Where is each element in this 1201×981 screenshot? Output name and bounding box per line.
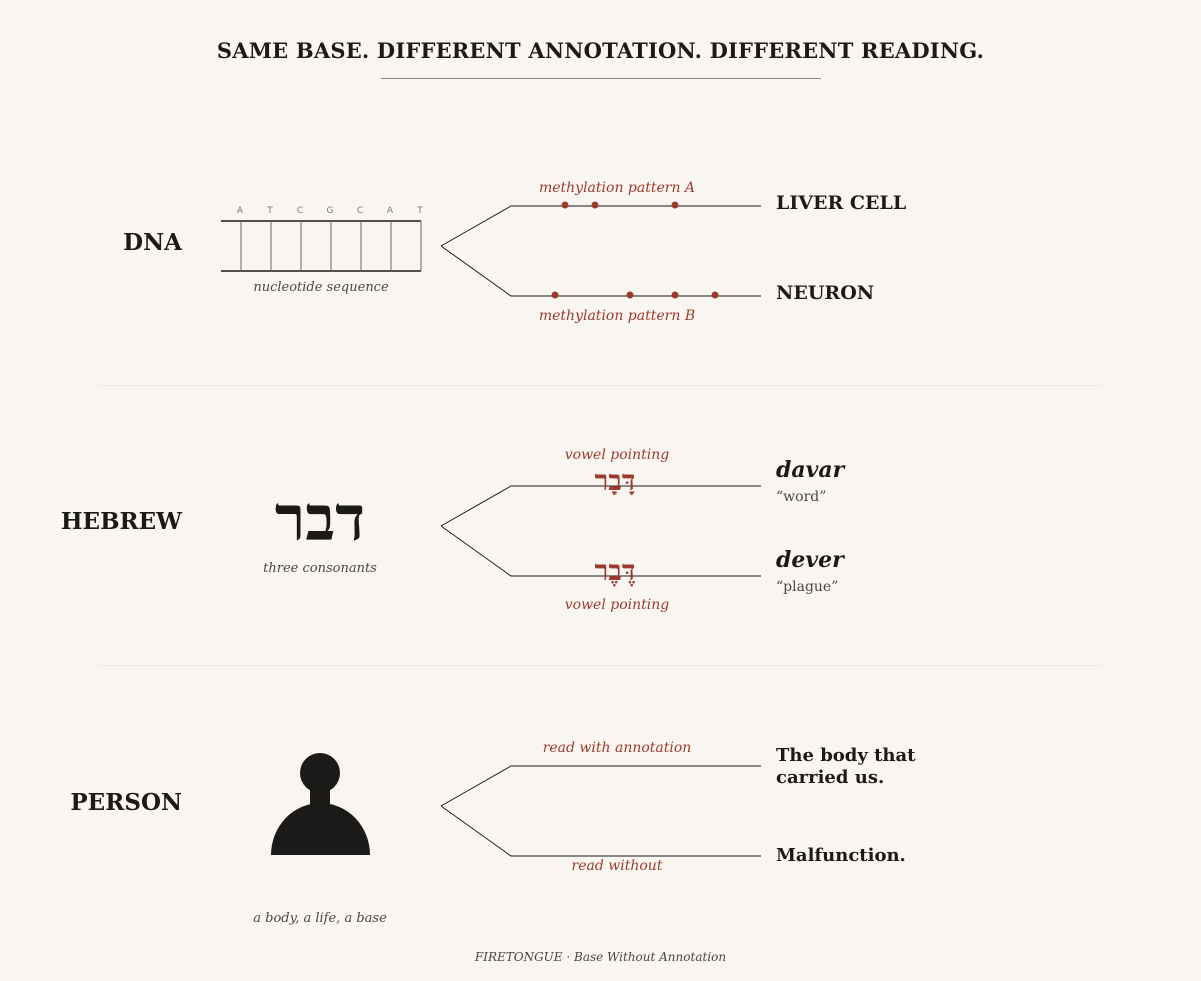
dna-bottom-result: NEURON [776, 282, 875, 304]
methylation-mark [712, 292, 719, 299]
dna-base-letter: C [296, 206, 304, 216]
person-branches [441, 766, 761, 856]
hebrew-bottom-annotation: vowel pointing [564, 597, 670, 613]
dna-base-letter: A [236, 206, 244, 216]
dna-base-letter: C [356, 206, 364, 216]
methylation-mark [672, 202, 679, 209]
hebrew-top-gloss: “word” [776, 489, 827, 505]
dna-label: DNA [123, 229, 182, 256]
hebrew-label: HEBREW [60, 508, 182, 535]
person-neck [310, 786, 330, 806]
hebrew-bottom-pointed: דֶּבֶר [594, 554, 636, 587]
hebrew-top-pointed: דָּבָר [594, 464, 636, 497]
dna-base-letter: T [417, 206, 423, 216]
dna-branches [441, 206, 761, 296]
person-top-annotation: read with annotation [542, 740, 692, 756]
page-title: SAME BASE. DIFFERENT ANNOTATION. DIFFERENT READING. [216, 38, 985, 63]
person-top-result-line2: carried us. [776, 767, 885, 788]
person-figure [271, 753, 370, 855]
hebrew-caption: three consonants [263, 561, 377, 576]
hebrew-top-annotation: vowel pointing [564, 447, 670, 463]
hebrew-top-result: davar [776, 457, 845, 483]
person-body [271, 803, 370, 855]
footer-credit: FIRETONGUE · Base Without Annotation [474, 950, 727, 964]
person-branch-top [441, 766, 761, 806]
person-bottom-annotation: read without [571, 858, 663, 874]
person-top-result-line1: The body that [776, 745, 916, 766]
dna-base-letter: G [326, 206, 334, 216]
dna-base-letter: A [386, 206, 394, 216]
dna-branch-bottom [441, 246, 761, 296]
dna-branch-top [441, 206, 761, 246]
dna-bottom-annotation: methylation pattern B [538, 308, 696, 324]
dna-caption: nucleotide sequence [253, 280, 389, 295]
person-caption: a body, a life, a base [253, 911, 387, 926]
dna-ladder [221, 221, 421, 271]
dna-top-result: LIVER CELL [776, 192, 907, 214]
methylation-mark [562, 202, 569, 209]
person-bottom-result: Malfunction. [776, 845, 906, 866]
methylation-mark [627, 292, 634, 299]
hebrew-bottom-result: dever [776, 547, 844, 573]
methylation-mark [672, 292, 679, 299]
person-branch-bottom [441, 806, 761, 856]
methylation-mark [552, 292, 559, 299]
methylation-marks [552, 202, 719, 299]
dna-top-annotation: methylation pattern A [538, 180, 696, 196]
dna-base-letter: T [267, 206, 273, 216]
methylation-mark [592, 202, 599, 209]
hebrew-consonants: דבר [274, 482, 366, 555]
person-label: PERSON [70, 789, 182, 816]
hebrew-bottom-gloss: “plague” [776, 579, 839, 595]
